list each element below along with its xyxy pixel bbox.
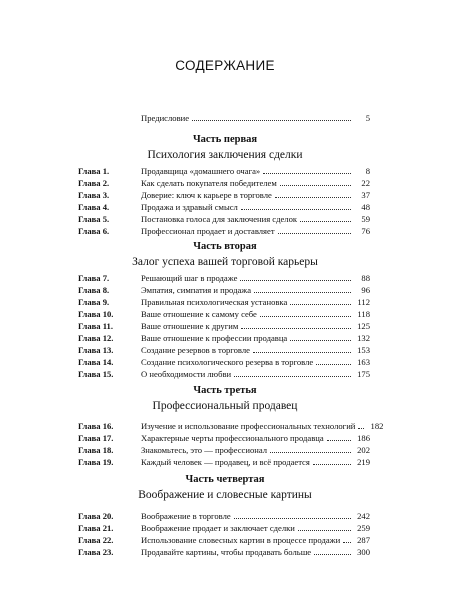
toc-entry[interactable] — [78, 189, 370, 201]
chapter-title: О необходимости любви — [141, 369, 232, 379]
part-label: Часть третья — [193, 385, 257, 396]
page-number: 88 — [361, 273, 370, 283]
dot-leader — [263, 165, 351, 174]
page-number: 8 — [365, 166, 370, 176]
toc-entry[interactable] — [78, 177, 370, 189]
chapter-title: Ваше отношение к другим — [141, 321, 239, 331]
page-number: 163 — [357, 357, 370, 367]
page-number: 186 — [357, 433, 370, 443]
toc-entry[interactable] — [78, 356, 370, 368]
dot-leader — [290, 332, 351, 341]
chapter-number: Глава 6. — [78, 226, 110, 236]
chapter-title: Решающий шаг в продаже — [141, 273, 238, 283]
toc-entry[interactable] — [78, 510, 370, 522]
part-label: Часть первая — [192, 134, 258, 145]
chapter-title: Доверие: ключ к карьере в торговле — [141, 190, 272, 200]
chapter-title: Использование словесных картин в процессе продажи — [141, 535, 341, 545]
chapter-number: Глава 13. — [78, 345, 114, 355]
page-number: 125 — [357, 321, 370, 331]
toc-entry[interactable] — [78, 534, 370, 546]
page-number: 112 — [357, 297, 370, 307]
chapter-number: Глава 17. — [78, 433, 114, 443]
toc-entry[interactable] — [78, 320, 370, 332]
toc-entry[interactable] — [78, 420, 384, 432]
chapter-title: Продавщица «домашнего очага» — [141, 166, 261, 176]
toc-entry[interactable] — [78, 165, 370, 177]
page-number: 118 — [357, 309, 370, 319]
dot-leader — [280, 177, 351, 186]
dot-leader — [240, 272, 351, 281]
toc-entry[interactable] — [78, 332, 370, 344]
page-number: 5 — [365, 113, 370, 123]
chapter-title: Каждый человек — продавец, и всё продается — [141, 457, 310, 467]
chapter-title: Продавайте картины, чтобы продавать больше — [141, 547, 312, 557]
chapter-title: Продажа и здравый смысл — [141, 202, 238, 212]
toc-entry[interactable] — [78, 456, 370, 468]
chapter-number: Глава 9. — [78, 297, 110, 307]
page-number: 182 — [370, 421, 384, 431]
chapter-title: Воображение продает и заключает сделки — [141, 523, 295, 533]
dot-leader — [314, 546, 351, 555]
part-title: Залог успеха вашей торговой карьеры — [132, 256, 318, 268]
toc-entry[interactable] — [78, 522, 370, 534]
chapter-number: Глава 10. — [78, 309, 114, 319]
chapter-title: Создание психологического резерва в торговле — [141, 357, 314, 367]
page-number: 96 — [361, 285, 370, 295]
chapter-number: Глава 1. — [78, 166, 110, 176]
chapter-title: Постановка голоса для заключения сделок — [141, 214, 298, 224]
chapter-number: Глава 7. — [78, 273, 110, 283]
preface-label: Предисловие — [141, 113, 190, 123]
dot-leader — [300, 213, 351, 222]
toc-entry[interactable] — [78, 284, 370, 296]
chapter-title: Ваше отношение к профессии продавца — [141, 333, 288, 343]
page-number: 76 — [361, 226, 370, 236]
part-title: Психология заключения сделки — [147, 149, 303, 161]
part-title: Воображение и словесные картины — [138, 489, 312, 501]
chapter-number: Глава 8. — [78, 285, 110, 295]
dot-leader — [298, 522, 351, 531]
toc-entry[interactable] — [78, 546, 370, 558]
page-number: 153 — [357, 345, 370, 355]
page-number: 22 — [361, 178, 370, 188]
toc-entry[interactable] — [78, 308, 370, 320]
dot-leader — [234, 510, 351, 519]
chapter-number: Глава 11. — [78, 321, 113, 331]
chapter-title: Создание резервов в торговле — [141, 345, 250, 355]
page-number: 48 — [361, 202, 370, 212]
chapter-number: Глава 16. — [78, 421, 114, 431]
chapter-number: Глава 2. — [78, 178, 110, 188]
dot-leader — [241, 320, 351, 329]
page-number: 59 — [361, 214, 370, 224]
chapter-title: Профессионал продает и доставляет — [141, 226, 275, 236]
chapter-title: Воображение в торговле — [141, 511, 231, 521]
toc-entry[interactable] — [78, 296, 370, 308]
toc-entry[interactable] — [78, 344, 370, 356]
dot-leader — [275, 189, 351, 198]
chapter-number: Глава 22. — [78, 535, 114, 545]
page-number: 132 — [357, 333, 370, 343]
chapter-number: Глава 3. — [78, 190, 110, 200]
chapter-title: Изучение и использование профессиональных технологий — [141, 421, 356, 431]
chapter-number: Глава 14. — [78, 357, 114, 367]
chapter-number: Глава 21. — [78, 523, 114, 533]
toc-entry[interactable] — [78, 213, 370, 225]
page-number: 259 — [357, 523, 370, 533]
page-number: 242 — [357, 511, 370, 521]
chapter-number: Глава 5. — [78, 214, 110, 224]
part-label: Часть четвертая — [185, 474, 265, 485]
dot-leader — [278, 225, 351, 234]
chapter-number: Глава 15. — [78, 369, 114, 379]
chapter-title: Характерные черты профессионального продавца — [141, 433, 324, 443]
chapter-title: Правильная психологическая установка — [141, 297, 288, 307]
page-number: 219 — [357, 457, 370, 467]
toc-entry[interactable] — [78, 432, 370, 444]
page-number: 300 — [357, 547, 370, 557]
page-number: 37 — [361, 190, 370, 200]
toc-entry[interactable] — [78, 272, 370, 284]
dot-leader — [343, 534, 351, 543]
chapter-number: Глава 12. — [78, 333, 114, 343]
dot-leader — [234, 368, 351, 377]
chapter-title: Знакомьтесь, это — профессионал — [141, 445, 268, 455]
toc-entry[interactable] — [78, 368, 370, 380]
dot-leader — [316, 356, 351, 365]
chapter-number: Глава 20. — [78, 511, 114, 521]
dot-leader — [254, 284, 351, 293]
dot-leader — [253, 344, 351, 353]
chapter-number: Глава 18. — [78, 445, 114, 455]
dot-leader — [313, 456, 351, 465]
page-number: 202 — [357, 445, 370, 455]
chapter-number: Глава 23. — [78, 547, 114, 557]
toc-entry[interactable] — [78, 225, 370, 237]
page-number: 287 — [357, 535, 370, 545]
chapter-number: Глава 4. — [78, 202, 110, 212]
chapter-title: Ваше отношение к самому себе — [141, 309, 257, 319]
dot-leader — [327, 432, 351, 441]
chapter-title: Как сделать покупателя победителем — [141, 178, 277, 188]
dot-leader — [290, 296, 351, 305]
toc-entry-preface[interactable] — [141, 112, 370, 124]
dot-leader — [192, 112, 351, 121]
toc-entry[interactable] — [78, 444, 370, 456]
chapter-title: Эмпатия, симпатия и продажа — [141, 285, 252, 295]
dot-leader — [260, 308, 351, 317]
part-title: Профессиональный продавец — [152, 400, 298, 412]
chapter-number: Глава 19. — [78, 457, 114, 467]
dot-leader — [358, 420, 364, 429]
dot-leader — [241, 201, 351, 210]
page-number: 175 — [357, 369, 370, 379]
dot-leader — [270, 444, 351, 453]
part-label: Часть вторая — [193, 241, 257, 252]
page-title: СОДЕРЖАНИЕ — [175, 58, 275, 73]
toc-entry[interactable] — [78, 201, 370, 213]
